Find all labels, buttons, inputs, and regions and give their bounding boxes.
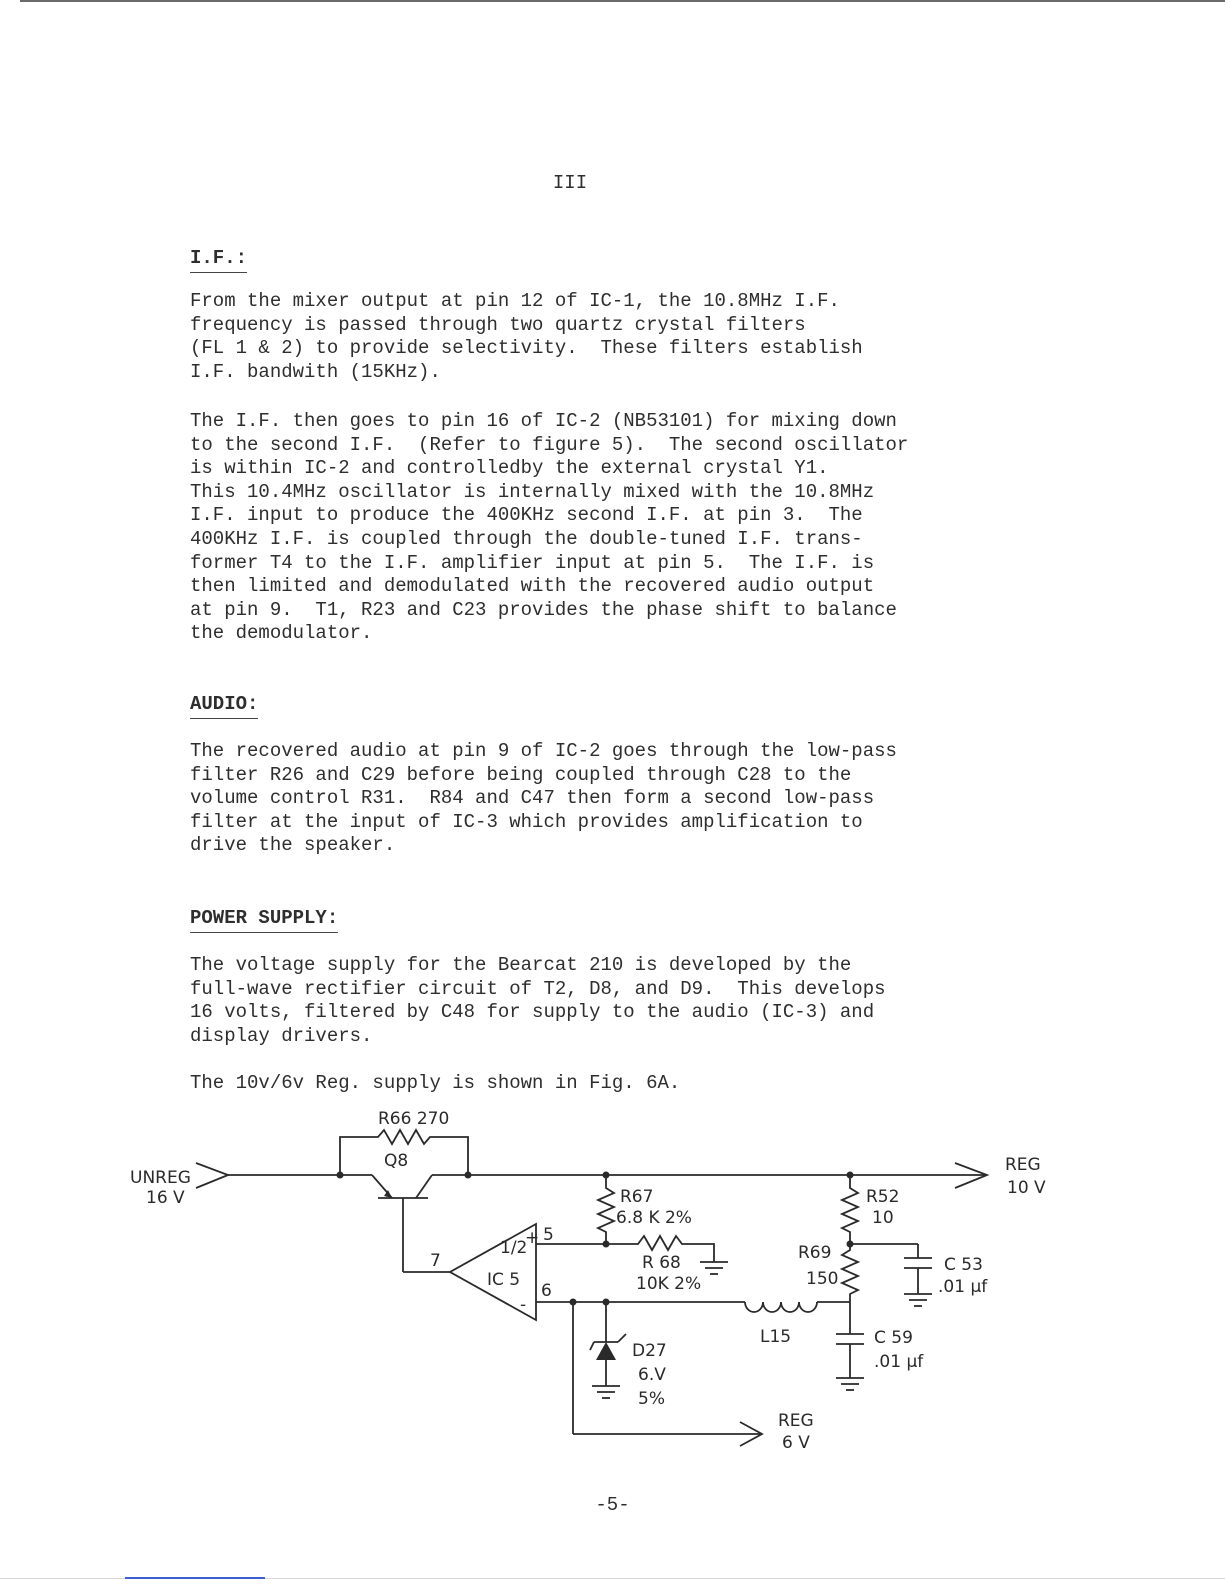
paragraph-power-2: The 10v/6v Reg. supply is shown in Fig. 6A. bbox=[190, 1072, 681, 1094]
r67-label: R67 bbox=[620, 1187, 654, 1207]
pin-6-label: 6 bbox=[541, 1281, 552, 1301]
reg-10v-label: REG bbox=[1005, 1155, 1041, 1175]
q8-label: Q8 bbox=[384, 1151, 409, 1171]
page-header: III bbox=[552, 172, 588, 194]
pin-7-label: 7 bbox=[430, 1251, 441, 1271]
r52-label: R52 bbox=[866, 1187, 900, 1207]
heading-power-supply: POWER SUPPLY: bbox=[190, 906, 338, 933]
c53-label: C 53 bbox=[944, 1255, 983, 1275]
unreg-label: UNREG bbox=[130, 1168, 191, 1188]
page-number: -5- bbox=[595, 1494, 630, 1516]
heading-if: I.F.: bbox=[190, 246, 247, 273]
l15-label: L15 bbox=[760, 1327, 792, 1347]
r69-label: R69 bbox=[798, 1243, 832, 1263]
c53-value-label: .01 µf bbox=[938, 1277, 988, 1297]
unreg-voltage-label: 16 V bbox=[146, 1188, 185, 1208]
regulator-schematic bbox=[0, 1095, 1225, 1465]
r68-value-label: 10K 2% bbox=[636, 1274, 702, 1294]
c53-capacitor bbox=[850, 1244, 932, 1306]
scan-edge-top bbox=[20, 0, 1225, 2]
reg-10v-voltage-label: 10 V bbox=[1007, 1178, 1046, 1198]
c59-label: C 59 bbox=[874, 1328, 913, 1348]
ic5-label: IC 5 bbox=[487, 1270, 521, 1290]
r69-value-label: 150 bbox=[806, 1269, 839, 1289]
d27-value-label: 6.V bbox=[638, 1365, 666, 1385]
r68-label: R 68 bbox=[642, 1253, 681, 1273]
r67-value-label: 6.8 K 2% bbox=[616, 1208, 692, 1228]
reg-6v-output bbox=[573, 1302, 762, 1446]
pin-5-label: 5 bbox=[543, 1225, 554, 1245]
ic5-plus-label: + bbox=[525, 1228, 540, 1248]
r69-resistor bbox=[842, 1244, 858, 1302]
ic5-minus-label: - bbox=[520, 1295, 527, 1315]
d27-tolerance-label: 5% bbox=[638, 1389, 665, 1409]
junction-dot bbox=[847, 1241, 854, 1248]
l15-inductor bbox=[606, 1302, 850, 1312]
c59-capacitor bbox=[836, 1302, 864, 1390]
d27-zener-diode bbox=[590, 1302, 626, 1398]
d27-label: D27 bbox=[632, 1341, 667, 1361]
ic5-half-label: 1/2 bbox=[500, 1238, 528, 1258]
r66-label: R66 270 bbox=[378, 1109, 450, 1129]
paragraph-power-1: The voltage supply for the Bearcat 210 is developed by the full-wave rectifier circuit of T2, D8, and D9. This develops 16 volts, filtered by C48 for supply to the audio (IC-3) and display drivers. bbox=[190, 954, 886, 1047]
r52-value-label: 10 bbox=[872, 1208, 894, 1228]
scan-mark bbox=[125, 1577, 265, 1579]
reg-6v-label: REG bbox=[778, 1411, 814, 1431]
c59-value-label: .01 µf bbox=[874, 1352, 924, 1372]
r52-resistor bbox=[842, 1175, 858, 1244]
heading-audio: AUDIO: bbox=[190, 692, 258, 719]
paragraph-if-2: The I.F. then goes to pin 16 of IC-2 (NB53101) for mixing down to the second I.F. (Refer to figure 5). The second oscillator is within IC-2 and controlledby the external crystal Y1. This 10.4MHz oscillator is internally mixed with the 10.8MHz I.F. input to produce the 400KHz second I.F. at pin 3. The 400KHz I.F. is coupled through the double-tuned I.F. trans- former T4 to the I.F. amplifier input at pin 5. The I.F. is then limited and demodulated with the recovered audio output at pin 9. T1, R23 and C23 provides the phase shift to balance the demodulator. bbox=[190, 410, 909, 645]
paragraph-if-1: From the mixer output at pin 12 of IC-1, the 10.8MHz I.F. frequency is passed through two quartz crystal filters (FL 1 & 2) to provide selectivity. These filters establish I.F. bandwith (15KHz). bbox=[190, 290, 863, 383]
q8-transistor bbox=[340, 1175, 468, 1272]
unreg-input-arrow bbox=[196, 1163, 340, 1188]
reg-6v-voltage-label: 6 V bbox=[782, 1433, 810, 1453]
paragraph-audio-1: The recovered audio at pin 9 of IC-2 goes through the low-pass filter R26 and C29 before being coupled through C28 to the volume control R31. R84 and C47 then form a second low-pass filter at the input of IC-3 which provides amplification to drive the speaker. bbox=[190, 740, 897, 857]
r67-resistor bbox=[598, 1175, 614, 1244]
